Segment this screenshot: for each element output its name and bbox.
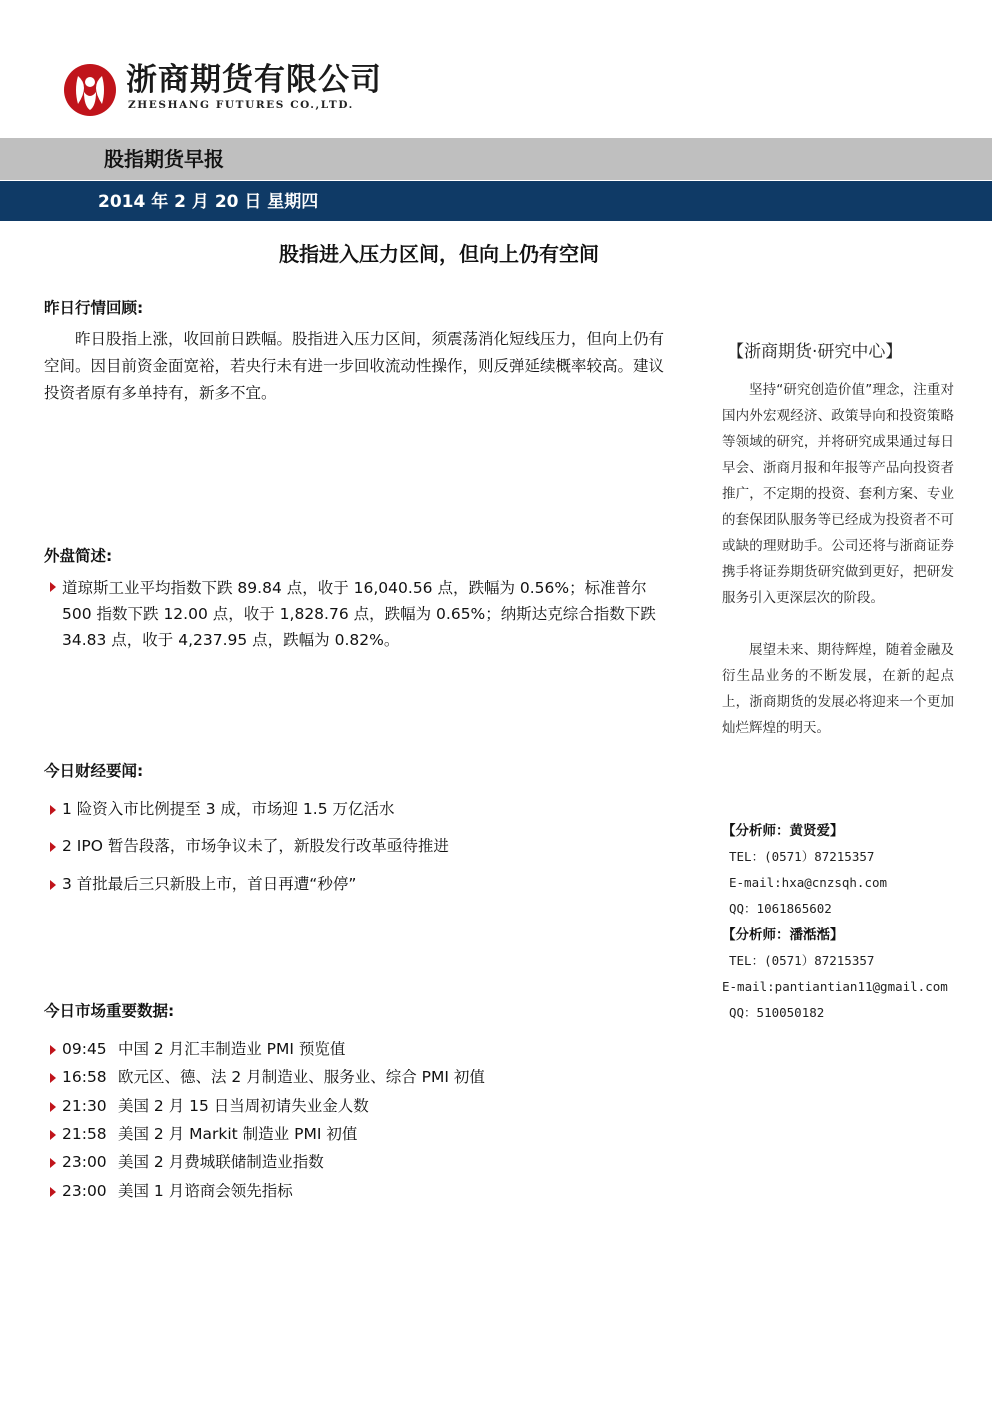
- news-item: 1 险资入市比例提至 3 成，市场迎 1.5 万亿活水: [50, 798, 395, 820]
- analyst-qq: QQ：1061865602: [729, 901, 832, 916]
- review-heading: 昨日行情回顾:: [44, 299, 144, 317]
- data-event: 中国 2 月汇丰制造业 PMI 预览值: [118, 1040, 346, 1058]
- overseas-body: 道琼斯工业平均指数下跌 89.84 点，收于 16,040.56 点，跌幅为 0.56%；标准普尔 500 指数下跌 12.00 点，收于 1,828.76 点，跌幅为 0.65%；纳斯达克综合指数下跌 34.83 点，收于 4,237.95 点，跌幅为 0.82%。: [62, 579, 656, 649]
- analyst-tel: TEL：(0571）87215357: [729, 953, 875, 968]
- bullet-icon: [50, 1073, 56, 1083]
- sidebar-title: 【浙商期货·研究中心】: [727, 342, 903, 362]
- data-row: [50, 1180, 293, 1202]
- company-name-cn: 浙商期货有限公司: [126, 62, 382, 98]
- analyst-name: 【分析师：黄贤爱】: [722, 823, 844, 839]
- headline: 股指进入压力区间，但向上仍有空间: [279, 242, 599, 266]
- bullet-icon: [50, 1102, 56, 1112]
- data-row: [50, 1066, 485, 1088]
- bullet-icon: [50, 1187, 56, 1197]
- sidebar-outlook: 展望未来、期待辉煌，随着金融及衍生品业务的不断发展，在新的起点上，浙商期货的发展必将迎来一个更加灿烂辉煌的明天。: [722, 642, 954, 736]
- overseas-heading: 外盘简述:: [44, 547, 113, 565]
- analyst-tel: TEL：(0571）87215357: [729, 849, 875, 864]
- report-date: 2014 年 2 月 20 日 星期四: [98, 192, 319, 212]
- data-row: [50, 1151, 324, 1173]
- data-time: 23:00: [62, 1153, 107, 1171]
- analyst-qq: QQ：510050182: [729, 1005, 825, 1020]
- analyst-name: 【分析师：潘湉湉】: [722, 927, 844, 943]
- data-time: 16:58: [62, 1068, 107, 1086]
- analyst-email: E-mail:pantiantian11@gmail.com: [722, 979, 948, 994]
- market-data-heading: 今日市场重要数据:: [44, 1002, 175, 1020]
- data-row: [50, 1123, 357, 1145]
- news-heading: 今日财经要闻:: [44, 762, 144, 780]
- data-time: 09:45: [62, 1040, 107, 1058]
- news-item: 2 IPO 暂告段落，市场争议未了，新股发行改革亟待推进: [50, 835, 449, 857]
- data-time: 23:00: [62, 1182, 107, 1200]
- review-body: 昨日股指上涨，收回前日跌幅。股指进入压力区间，须震荡消化短线压力，但向上仍有空间。因目前资金面宽裕，若央行未有进一步回收流动性操作，则反弹延续概率较高。建议投资者原有多单持有，新多不宜。: [44, 330, 665, 402]
- sidebar-intro: 坚持“研究创造价值”理念，注重对国内外宏观经济、政策导向和投资策略等领域的研究，并将研究成果通过每日早会、浙商月报和年报等产品向投资者推广，不定期的投资、套利方案、专业的套保团队服务等已经成为投资者不可或缺的理财助手。公司还将与浙商证券携手将证券期货研究做到更好，把研发服务引入更深层次的阶段。: [722, 382, 954, 606]
- bullet-icon: [50, 842, 56, 852]
- company-logo-icon: [62, 62, 118, 118]
- data-row: [50, 1038, 345, 1060]
- data-event: 美国 1 月谘商会领先指标: [118, 1182, 293, 1200]
- data-event: 欧元区、德、法 2 月制造业、服务业、综合 PMI 初值: [118, 1068, 485, 1086]
- bullet-icon: [50, 582, 56, 592]
- data-time: 21:30: [62, 1097, 107, 1115]
- data-event: 美国 2 月 Markit 制造业 PMI 初值: [118, 1125, 358, 1143]
- bullet-icon: [50, 1130, 56, 1140]
- data-event: 美国 2 月费城联储制造业指数: [118, 1153, 324, 1171]
- data-event: 美国 2 月 15 日当周初请失业金人数: [118, 1097, 369, 1115]
- company-name-en: ZHESHANG FUTURES CO.,LTD.: [128, 99, 354, 111]
- analyst-email: E-mail:hxa@cnzsqh.com: [729, 875, 888, 890]
- bullet-icon: [50, 1158, 56, 1168]
- report-title: 股指期货早报: [104, 147, 224, 171]
- bullet-icon: [50, 880, 56, 890]
- bullet-icon: [50, 1045, 56, 1055]
- bullet-icon: [50, 805, 56, 815]
- data-row: [50, 1095, 369, 1117]
- news-item: 3 首批最后三只新股上市，首日再遭“秒停”: [50, 873, 356, 895]
- data-time: 21:58: [62, 1125, 107, 1143]
